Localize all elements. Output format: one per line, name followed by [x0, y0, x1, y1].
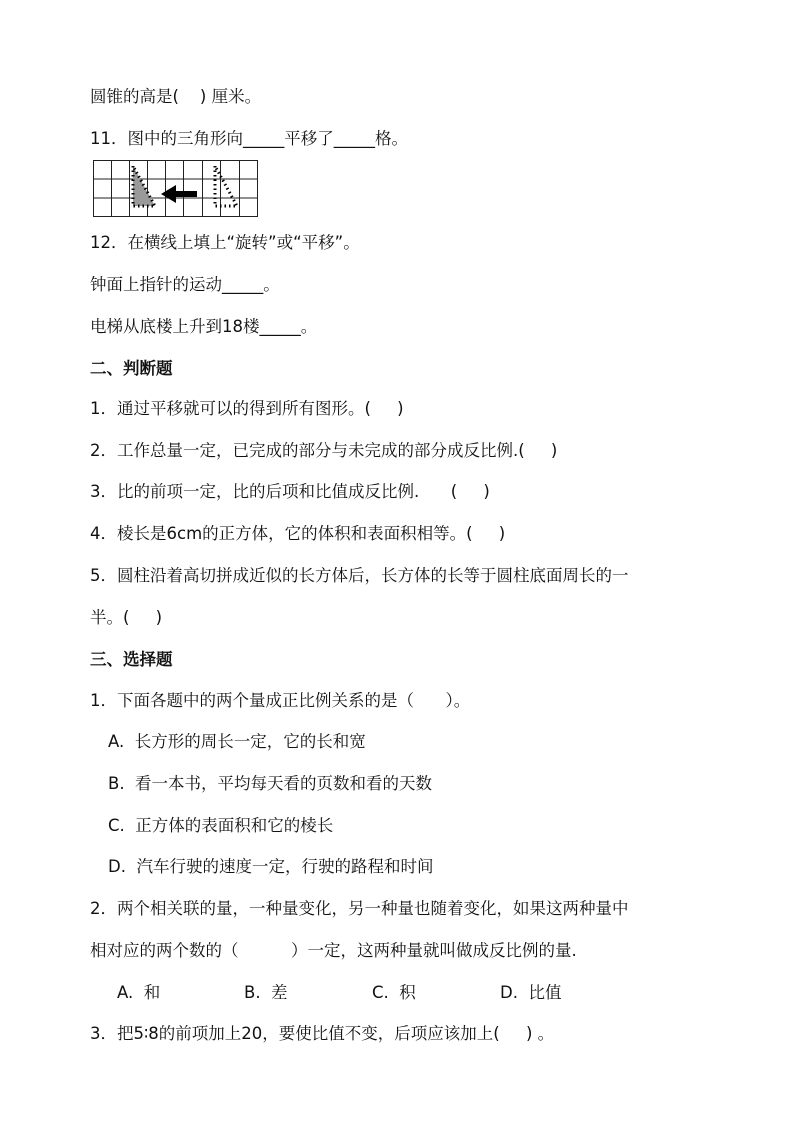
choice-question-1: 1．下面各题中的两个量成正比例关系的是（ ）。 [90, 691, 471, 710]
line-cone-height: 圆锥的高是( ) 厘米。 [90, 87, 262, 106]
judgement-item: 1．通过平移就可以的得到所有图形。( ) [90, 399, 404, 418]
judgement-item: 3．比的前项一定，比的后项和比值成反比例. ( ) [90, 482, 490, 501]
choice-question-2: 2．两个相关联的量，一种量变化，另一种量也随着变化，如果这两种量中 [90, 899, 629, 918]
translation-grid-figure [93, 160, 259, 220]
question-12: 12．在横线上填上“旋转”或“平移”。 [90, 233, 360, 252]
choice-option: C. 正方体的表面积和它的棱长 [108, 816, 334, 835]
judgement-item: 4．棱长是6cm的正方体，它的体积和表面积相等。( ) [90, 524, 506, 543]
choice-question-3: 3．把5∶8的前项加上20，要使比值不变，后项应该加上( ) 。 [90, 1024, 555, 1043]
choice-option: C. 积 [372, 983, 416, 1002]
translated-triangle-shape [215, 166, 237, 206]
section-choice-title: 三、选择题 [90, 650, 173, 669]
judgement-item: 2．工作总量一定，已完成的部分与未完成的部分成反比例.( ) [90, 441, 558, 460]
choice-option: B. 差 [244, 983, 288, 1002]
original-triangle-shape [133, 166, 155, 206]
choice-option: A. 长方形的周长一定，它的长和宽 [108, 732, 366, 751]
choice-option: A. 和 [117, 983, 161, 1002]
judgement-item: 半。( ) [90, 608, 163, 627]
choice-option: D. 汽车行驶的速度一定，行驶的路程和时间 [108, 857, 434, 876]
judgement-item: 5．圆柱沿着高切拼成近似的长方体后，长方体的长等于圆柱底面周长的一 [90, 566, 629, 585]
question-12-elevator: 电梯从底楼上升到18楼_____。 [90, 317, 318, 336]
question-12-clock: 钟面上指针的运动_____。 [90, 275, 280, 294]
section-judgement-title: 二、判断题 [90, 359, 173, 378]
choice-option: D. 比值 [500, 983, 562, 1002]
left-arrow-icon [161, 185, 197, 203]
question-11: 11．图中的三角形向_____平移了_____格。 [90, 129, 408, 148]
choice-option: B. 看一本书，平均每天看的页数和看的天数 [108, 774, 433, 793]
choice-question-2-cont: 相对应的两个数的（ ）一定，这两种量就叫做成反比例的量. [90, 941, 577, 960]
